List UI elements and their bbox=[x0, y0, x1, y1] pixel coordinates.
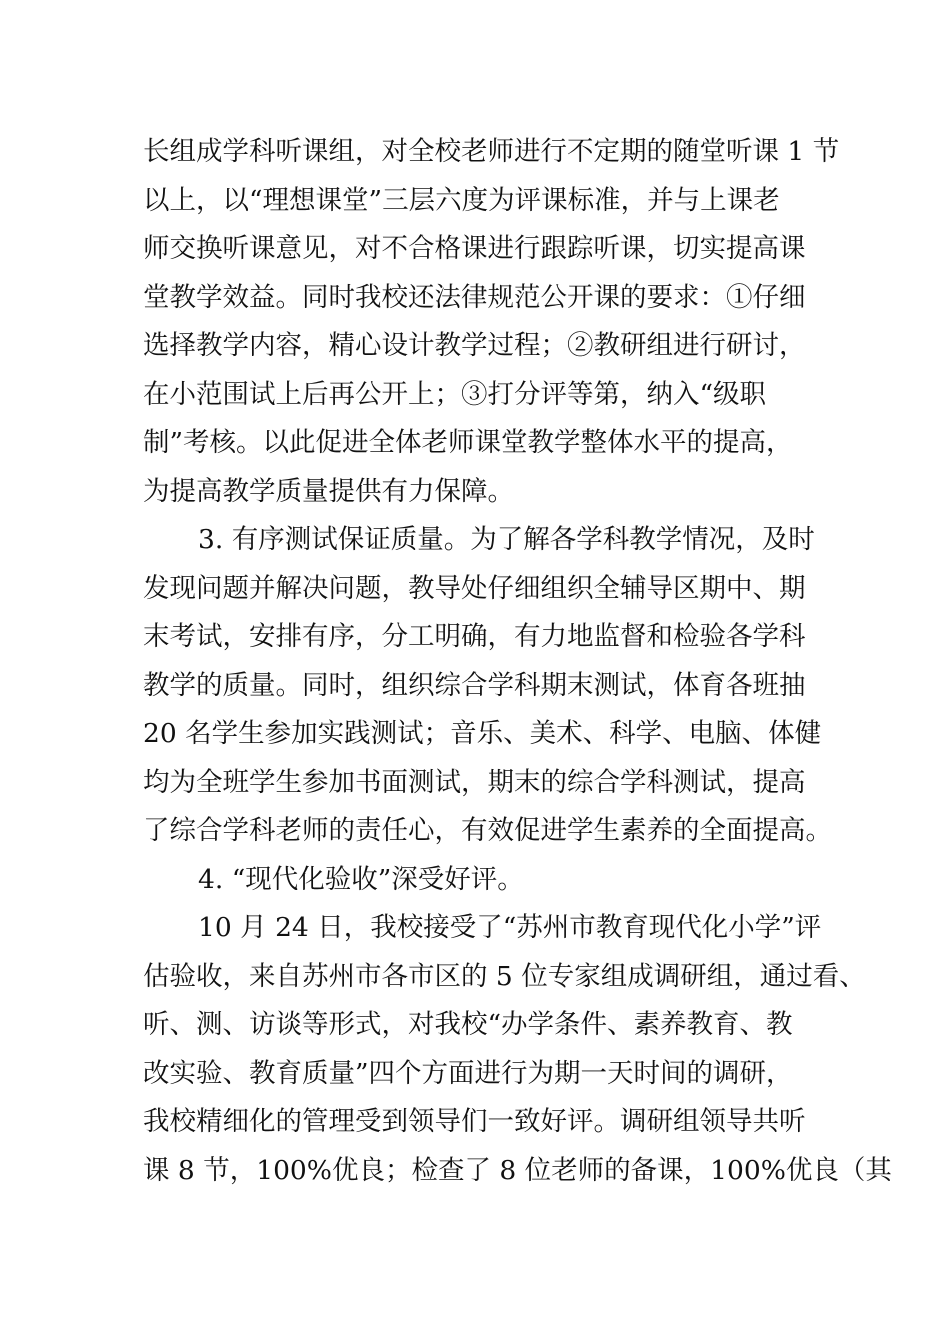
text-line: 为提高教学质量提供有力保障。 bbox=[143, 475, 514, 507]
text-line: 均为全班学生参加书面测试，期末的综合学科测试，提高 bbox=[143, 766, 806, 798]
text-line: 以上，以“理想课堂”三层六度为评课标准，并与上课老 bbox=[143, 184, 780, 216]
text-line: 堂教学效益。同时我校还法律规范公开课的要求：①仔细 bbox=[143, 281, 806, 313]
text-line: 选择教学内容，精心设计教学过程；②教研组进行研讨， bbox=[143, 330, 806, 361]
text-line-indented: 10 月 24 日，我校接受了“苏州市教育现代化小学”评 bbox=[198, 912, 822, 943]
text-line: 师交换听课意见，对不合格课进行跟踪听课，切实提高课 bbox=[143, 233, 806, 264]
text-line: 发现问题并解决问题，教导处仔细组织全辅导区期中、期 bbox=[143, 572, 806, 604]
document-body bbox=[143, 128, 892, 1195]
text-line: 20 名学生参加实践测试；音乐、美术、科学、电脑、体健 bbox=[143, 718, 822, 749]
text-line: 估验收，来自苏州市各市区的 5 位专家组成调研组，通过看、 bbox=[143, 960, 866, 992]
text-line: 课 8 节，100%优良；检查了 8 位老师的备课，100%优良（其 bbox=[143, 1154, 892, 1186]
text-line: 在小范围试上后再公开上；③打分评等第，纳入“级职 bbox=[143, 378, 767, 410]
text-line: 末考试，安排有序，分工明确，有力地监督和检验各学科 bbox=[143, 621, 806, 652]
text-line-indented: 3. 有序测试保证质量。为了解各学科教学情况，及时 bbox=[198, 524, 815, 555]
text-line: 制”考核。以此促进全体老师课堂教学整体水平的提高， bbox=[143, 427, 793, 458]
text-line: 了综合学科老师的责任心，有效促进学生素养的全面提高。 bbox=[143, 815, 832, 846]
text-line: 教学的质量。同时，组织综合学科期末测试，体育各班抽 bbox=[143, 669, 806, 701]
text-line: 长组成学科听课组，对全校老师进行不定期的随堂听课 1 节 bbox=[143, 136, 840, 167]
text-line: 改实验、教育质量”四个方面进行为期一天时间的调研， bbox=[143, 1057, 793, 1089]
text-line: 听、测、访谈等形式，对我校“办学条件、素养教育、教 bbox=[143, 1009, 793, 1040]
section-heading: 4. “现代化验收”深受好评。 bbox=[198, 863, 524, 895]
text-line: 我校精细化的管理受到领导们一致好评。调研组领导共听 bbox=[143, 1106, 806, 1137]
